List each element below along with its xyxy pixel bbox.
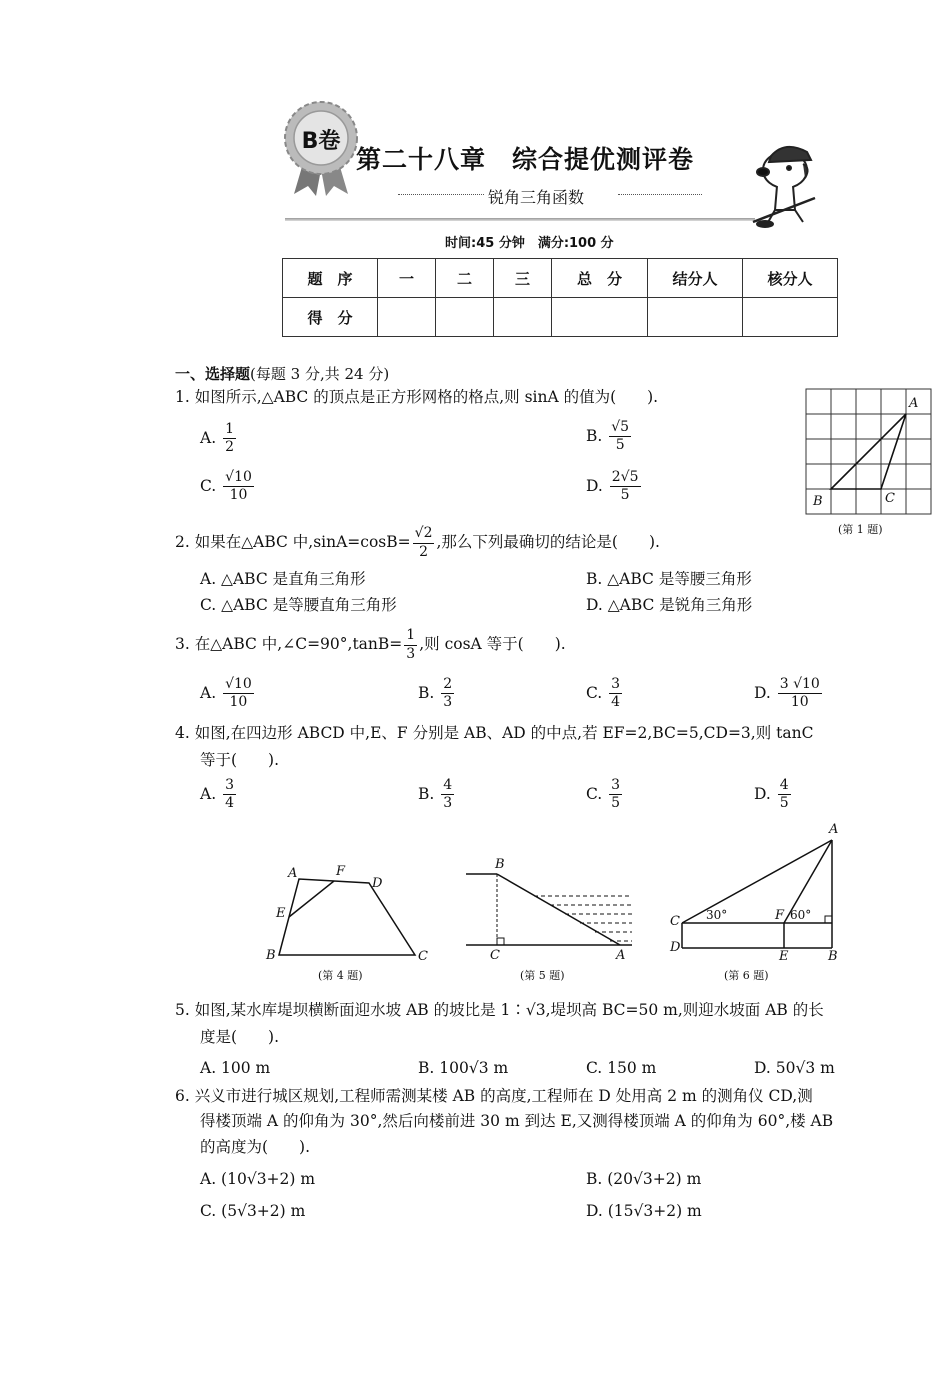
- q1-option-a: A. $\frac{1}{2}$: [200, 421, 234, 456]
- figure-4-caption: (第 4 题): [318, 969, 363, 982]
- fig6-label-b: B: [828, 949, 838, 964]
- q3-option-d: D. $\frac{3 √10}{10}$: [754, 676, 820, 711]
- divider: [398, 194, 484, 195]
- fig6-label-e: E: [779, 949, 789, 964]
- fig4-label-e: E: [276, 906, 286, 921]
- q4-option-b: B. $\frac{4}{3}$: [418, 777, 453, 812]
- section-note: (每题 3 分,共 24 分): [250, 365, 390, 383]
- q2-option-c: C. △ABC 是等腰直角三角形: [200, 596, 397, 614]
- question-3: 3. 在△ABC 中,∠C=90°,tanB= $\frac{1}{3}$ ,则 cosA 等于( ).: [175, 627, 566, 662]
- table-cell: 三: [494, 259, 552, 298]
- fig6-label-c: C: [670, 914, 680, 929]
- figure-1-grid: [805, 388, 935, 518]
- figure-1-caption: (第 1 题): [838, 523, 883, 536]
- fig6-label-d: D: [670, 940, 681, 955]
- table-cell: 得 分: [283, 298, 378, 337]
- figure-5-caption: (第 5 题): [520, 969, 565, 982]
- fig4-label-d: D: [372, 876, 383, 891]
- q6-option-c: C. (5√3+2) m: [200, 1202, 306, 1220]
- exam-meta: 时间:45 分钟 满分:100 分: [445, 236, 614, 251]
- fig1-label-a: A: [909, 396, 919, 411]
- score-input-cell[interactable]: [494, 298, 552, 337]
- fig6-label-f: F: [775, 908, 785, 923]
- question-6-line2: 得楼顶端 A 的仰角为 30°,然后向楼前进 30 m 到达 E,又测得楼顶端 A 的仰角为 60°,楼 AB: [200, 1112, 834, 1130]
- question-1: 1. 如图所示,△ABC 的顶点是正方形网格的格点,则 sinA 的值为( ).: [175, 388, 659, 406]
- mascot-dog-icon: [745, 138, 827, 230]
- table-cell: 一: [378, 259, 436, 298]
- section-title: 一、选择题(每题 3 分,共 24 分): [175, 365, 390, 383]
- header-rule: [285, 218, 755, 221]
- table-cell: 二: [436, 259, 494, 298]
- page-title: 第二十八章 综合提优测评卷: [356, 145, 695, 174]
- divider: [618, 194, 702, 195]
- score-table: [282, 258, 838, 337]
- q3-option-b: B. $\frac{2}{3}$: [418, 676, 453, 711]
- score-input-cell[interactable]: [552, 298, 648, 337]
- q5-option-d: D. 50√3 m: [754, 1059, 835, 1077]
- q6-option-d: D. (15√3+2) m: [586, 1202, 702, 1220]
- fig5-label-a: A: [616, 948, 626, 963]
- badge-label: B卷: [301, 129, 341, 154]
- q4-option-d: D. $\frac{4}{5}$: [754, 777, 789, 812]
- q5-option-c: C. 150 m: [586, 1059, 657, 1077]
- fig6-angle-60: 60°: [790, 908, 812, 922]
- table-row: [283, 298, 838, 337]
- table-row: [283, 259, 838, 298]
- fig5-label-b: B: [495, 857, 505, 872]
- fig6-angle-30: 30°: [706, 908, 728, 922]
- q3-option-c: C. $\frac{3}{4}$: [586, 676, 621, 711]
- question-6-line3: 的高度为( ).: [200, 1138, 311, 1156]
- q2-option-a: A. △ABC 是直角三角形: [200, 570, 366, 588]
- q2-option-b: B. △ABC 是等腰三角形: [586, 570, 752, 588]
- page-subtitle: 锐角三角函数: [488, 188, 585, 207]
- question-2: 2. 如果在△ABC 中,sinA=cosB= $\frac{√2}{2}$ ,那么下列最确切的结论是( ).: [175, 525, 660, 560]
- q6-option-b: B. (20√3+2) m: [586, 1170, 702, 1188]
- q5-option-b: B. 100√3 m: [418, 1059, 509, 1077]
- question-5-line2: 度是( ).: [200, 1028, 280, 1046]
- score-input-cell[interactable]: [378, 298, 436, 337]
- fig4-label-f: F: [336, 864, 346, 879]
- score-input-cell[interactable]: [743, 298, 838, 337]
- figure-6: [666, 822, 846, 967]
- question-4-line2: 等于( ).: [200, 751, 280, 769]
- fig1-label-c: C: [885, 491, 895, 506]
- question-6-line1: 6. 兴义市进行城区规划,工程师需测某楼 AB 的高度,工程师在 D 处用高 2 m 的测角仪 CD,测: [175, 1087, 813, 1105]
- q5-option-a: A. 100 m: [200, 1059, 271, 1077]
- fig4-label-c: C: [418, 949, 428, 964]
- table-cell: 题 序: [283, 259, 378, 298]
- figure-4: [262, 862, 437, 967]
- q4-option-a: A. $\frac{3}{4}$: [200, 777, 234, 812]
- table-cell: 结分人: [648, 259, 743, 298]
- q3-option-a: A. $\frac{√10}{10}$: [200, 676, 252, 711]
- question-4-line1: 4. 如图,在四边形 ABCD 中,E、F 分别是 AB、AD 的中点,若 EF=2,BC=5,CD=3,则 tanC: [175, 724, 814, 742]
- fig4-label-b: B: [266, 948, 276, 963]
- score-input-cell[interactable]: [648, 298, 743, 337]
- q1-option-b: B. $\frac{√5}{5}$: [586, 419, 630, 454]
- fig6-label-a: A: [829, 822, 839, 837]
- table-cell: 核分人: [743, 259, 838, 298]
- figure-6-caption: (第 6 题): [724, 969, 769, 982]
- table-cell: 总 分: [552, 259, 648, 298]
- score-input-cell[interactable]: [436, 298, 494, 337]
- fig1-label-b: B: [813, 494, 823, 509]
- q1-option-c: C. $\frac{√10}{10}$: [200, 469, 252, 504]
- q1-option-d: D. $\frac{2√5}{5}$: [586, 469, 639, 504]
- badge-rosette: [282, 98, 360, 198]
- q4-option-c: C. $\frac{3}{5}$: [586, 777, 621, 812]
- fig4-label-a: A: [288, 866, 298, 881]
- question-5-line1: 5. 如图,某水库堤坝横断面迎水坡 AB 的坡比是 1∶√3,堤坝高 BC=50 m,则迎水坡面 AB 的长: [175, 1001, 824, 1019]
- fig5-label-c: C: [490, 948, 500, 963]
- figure-5: [462, 855, 637, 965]
- q6-option-a: A. (10√3+2) m: [200, 1170, 316, 1188]
- q2-option-d: D. △ABC 是锐角三角形: [586, 596, 753, 614]
